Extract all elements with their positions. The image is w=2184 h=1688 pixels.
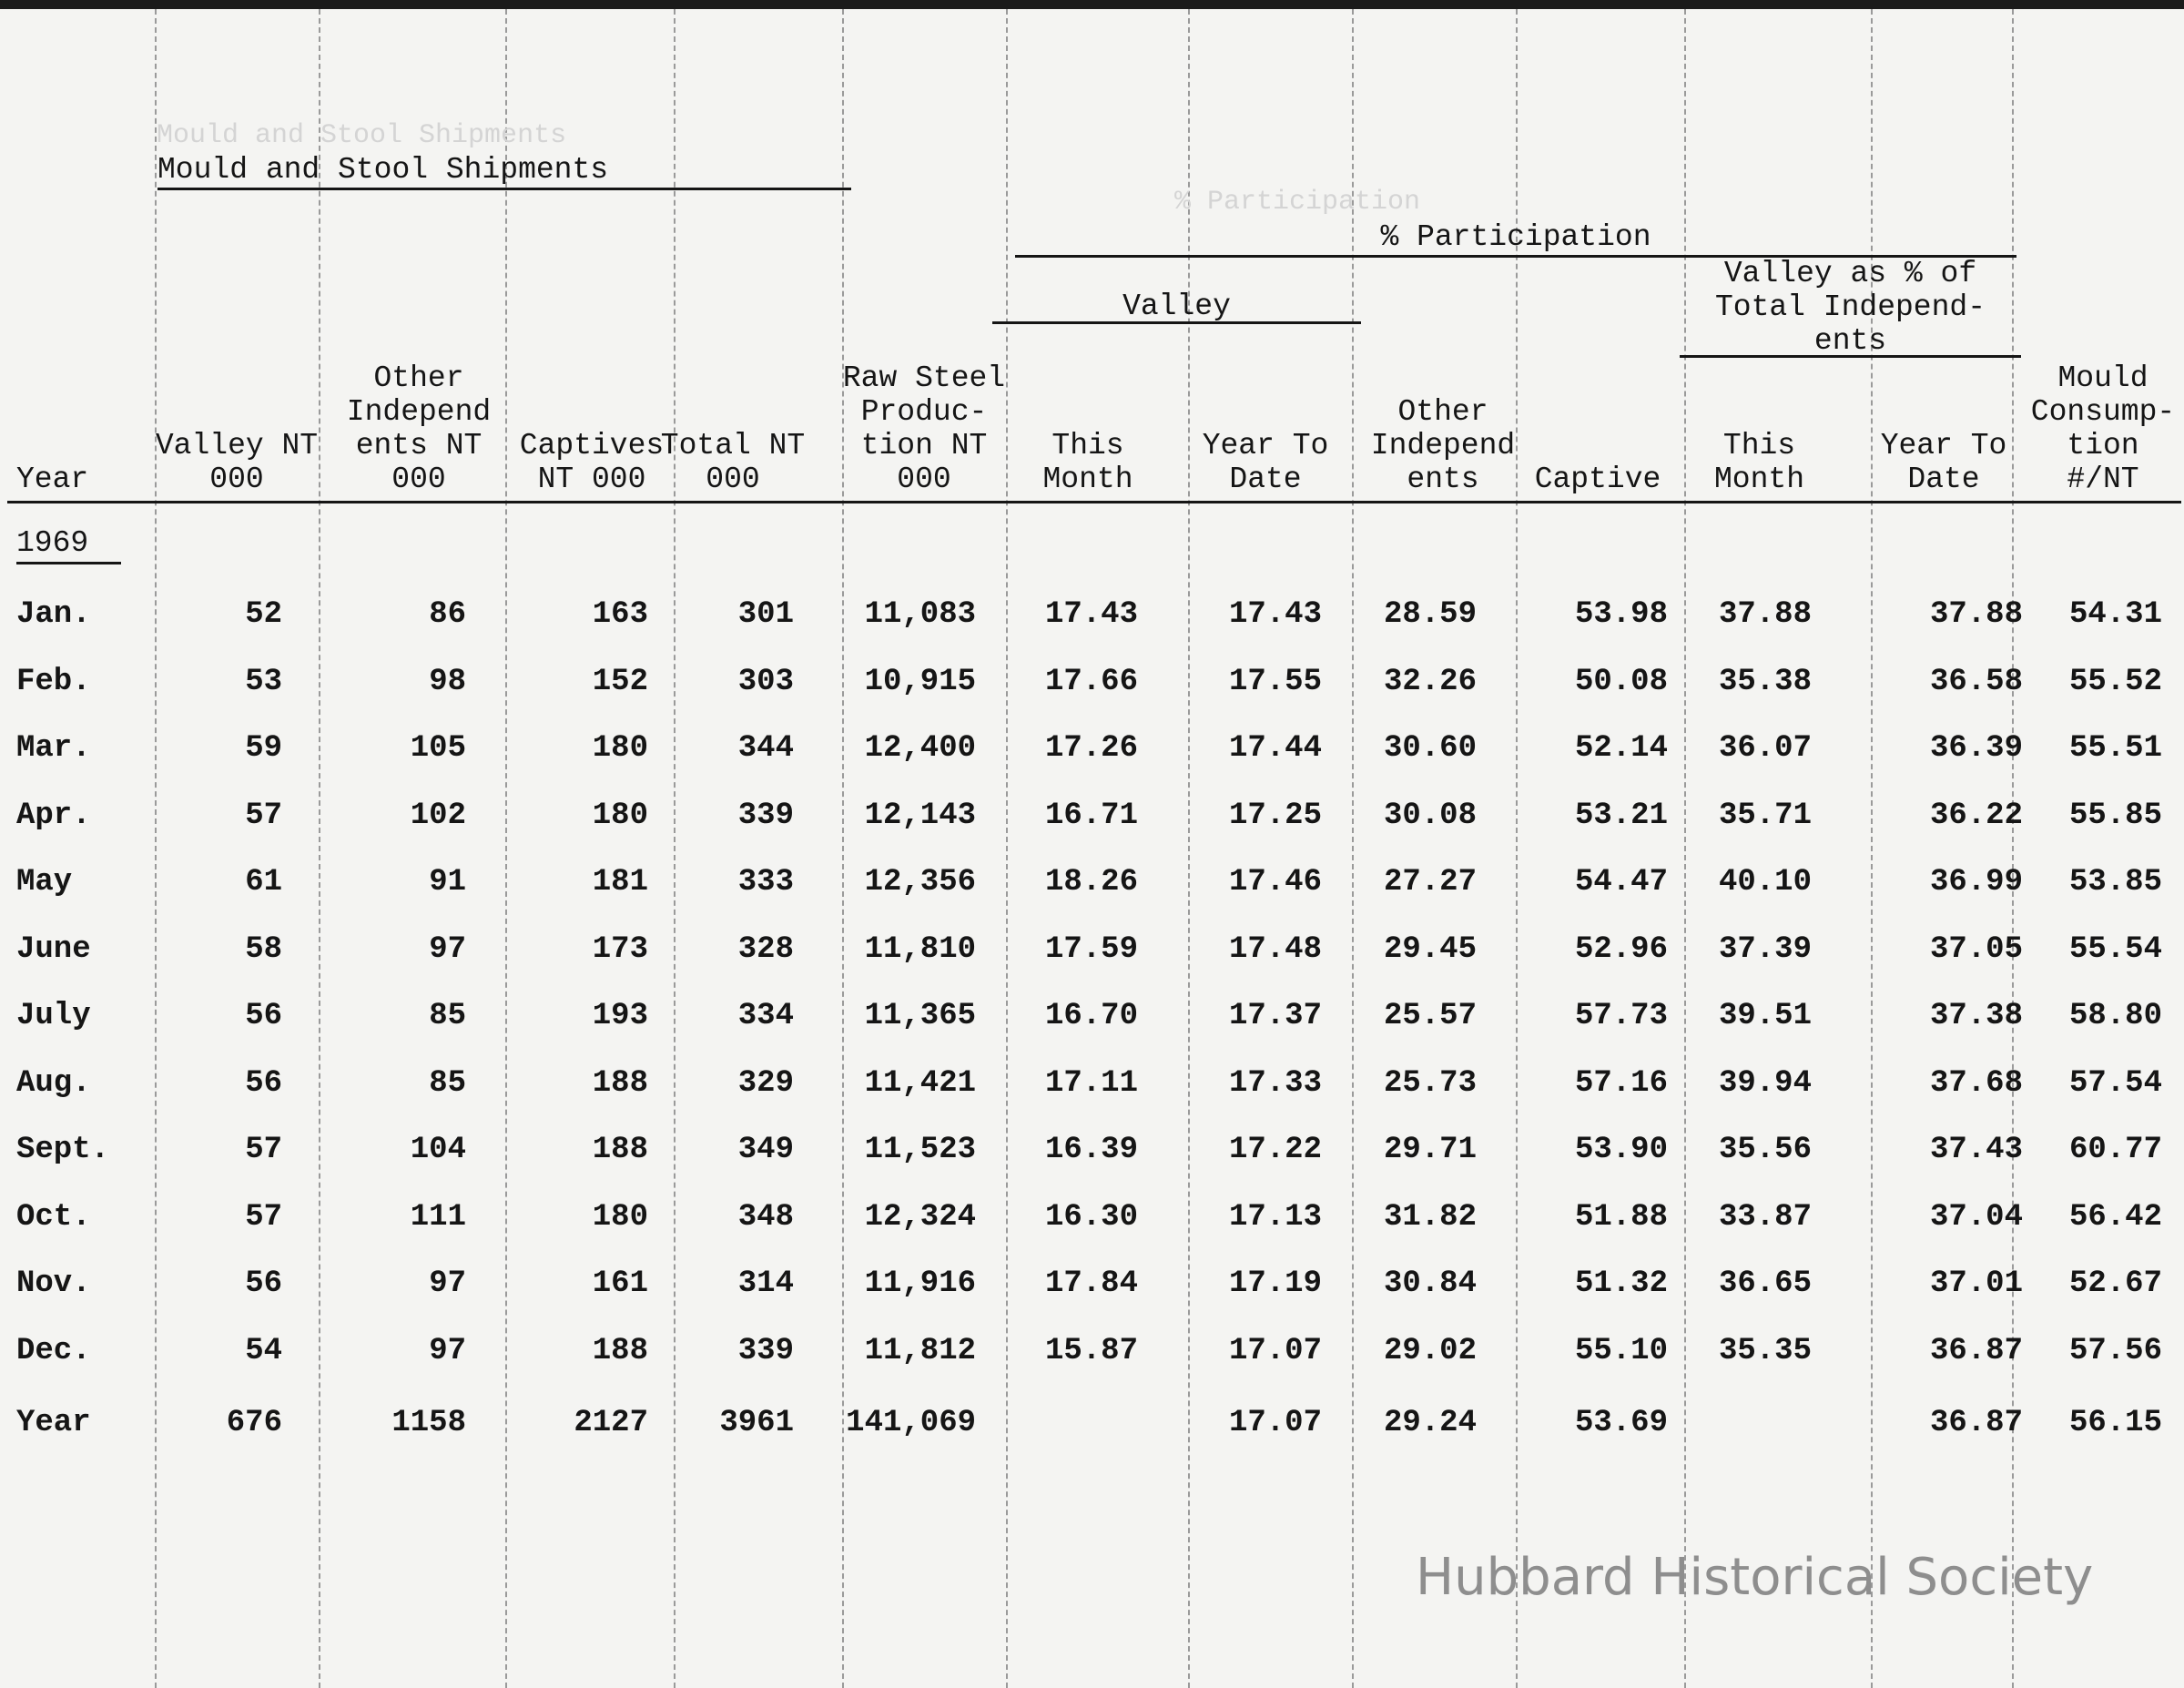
- cell-v_month: 16.70: [1044, 999, 1138, 1033]
- column-header-other: Other Independ ents NT 000: [346, 361, 492, 496]
- cell-captive_pct: 57.73: [1574, 999, 1668, 1033]
- cell-other_pct: 30.84: [1383, 1266, 1477, 1301]
- cell-other_pct: 25.73: [1383, 1065, 1477, 1101]
- cell-mould: 56.15: [2068, 1406, 2162, 1440]
- valley-underline: [992, 321, 1361, 324]
- row-label: Aug.: [16, 1065, 91, 1101]
- cell-other: 1158: [391, 1406, 466, 1440]
- cell-v_ytd: 17.13: [1228, 1199, 1322, 1235]
- cell-mould: 56.42: [2068, 1199, 2162, 1235]
- row-label: Mar.: [16, 731, 91, 766]
- cell-vi_ytd: 36.39: [1929, 731, 2023, 766]
- cell-captive_pct: 53.90: [1574, 1133, 1668, 1167]
- cell-other_pct: 28.59: [1383, 597, 1477, 632]
- cell-mould: 55.85: [2068, 798, 2162, 833]
- column-header-vi_month: This Month: [1713, 429, 1805, 496]
- cell-other: 98: [429, 664, 466, 699]
- cell-mould: 55.52: [2068, 664, 2162, 699]
- cell-raw: 11,365: [864, 999, 976, 1033]
- cell-v_ytd: 17.07: [1228, 1333, 1322, 1368]
- cell-v_month: 16.30: [1044, 1199, 1138, 1235]
- cell-total: 349: [737, 1133, 794, 1167]
- cell-other: 97: [429, 1333, 466, 1368]
- row-label: May: [16, 865, 73, 900]
- cell-v_month: 16.39: [1044, 1133, 1138, 1167]
- cell-vi_month: 37.88: [1718, 597, 1812, 632]
- cell-raw: 12,324: [864, 1199, 976, 1235]
- row-label: Sept.: [16, 1133, 110, 1167]
- cell-other: 97: [429, 931, 466, 967]
- cell-mould: 55.54: [2068, 931, 2162, 967]
- cell-other_pct: 30.60: [1383, 731, 1477, 766]
- valley-header: Valley: [1122, 290, 1231, 323]
- cell-captives: 173: [592, 931, 648, 967]
- cell-captive_pct: 54.47: [1574, 865, 1668, 900]
- cell-vi_ytd: 37.04: [1929, 1199, 2023, 1235]
- row-label: Nov.: [16, 1266, 91, 1301]
- cell-other: 85: [429, 999, 466, 1033]
- column-header-captive_pct: Captive: [1534, 463, 1661, 496]
- cell-captive_pct: 55.10: [1574, 1333, 1668, 1368]
- cell-mould: 52.67: [2068, 1266, 2162, 1301]
- cell-other: 97: [429, 1266, 466, 1301]
- row-label: Dec.: [16, 1333, 91, 1368]
- row-label: July: [16, 999, 91, 1033]
- cell-other: 85: [429, 1065, 466, 1101]
- cell-captive_pct: 50.08: [1574, 664, 1668, 699]
- cell-valley: 57: [245, 1133, 282, 1167]
- scan-top-edge: [0, 0, 2184, 9]
- cell-total: 301: [737, 597, 794, 632]
- cell-raw: 141,069: [846, 1406, 976, 1440]
- cell-mould: 60.77: [2068, 1133, 2162, 1167]
- cell-other: 86: [429, 597, 466, 632]
- cell-vi_ytd: 37.68: [1929, 1065, 2023, 1101]
- row-label: Oct.: [16, 1199, 91, 1235]
- cell-total: 348: [737, 1199, 794, 1235]
- row-label: Year: [16, 1406, 91, 1440]
- valley-pct-header: Valley as % of Total Independ- ents: [1714, 257, 1986, 358]
- cell-vi_month: 39.51: [1718, 999, 1812, 1033]
- cell-total: 334: [737, 999, 794, 1033]
- cell-captive_pct: 53.98: [1574, 597, 1668, 632]
- cell-raw: 11,421: [864, 1065, 976, 1101]
- cell-captive_pct: 52.14: [1574, 731, 1668, 766]
- cell-vi_month: 37.39: [1718, 931, 1812, 967]
- column-header-vi_ytd: Year To Date: [1880, 429, 2007, 496]
- cell-captives: 180: [592, 798, 648, 833]
- column-header-mould: Mould Consump- tion #/NT: [2030, 361, 2176, 496]
- cell-raw: 11,812: [864, 1333, 976, 1368]
- cell-total: 333: [737, 865, 794, 900]
- cell-vi_month: 40.10: [1718, 865, 1812, 900]
- column-header-year: Year: [16, 463, 89, 496]
- cell-valley: 61: [245, 865, 282, 900]
- cell-valley: 54: [245, 1333, 282, 1368]
- cell-valley: 57: [245, 1199, 282, 1235]
- cell-other_pct: 25.57: [1383, 999, 1477, 1033]
- row-label: Feb.: [16, 664, 91, 699]
- cell-vi_ytd: 36.87: [1929, 1406, 2023, 1440]
- cell-total: 339: [737, 798, 794, 833]
- cell-total: 328: [737, 931, 794, 967]
- cell-captive_pct: 52.96: [1574, 931, 1668, 967]
- cell-mould: 53.85: [2068, 865, 2162, 900]
- cell-other: 104: [410, 1133, 466, 1167]
- participation-header: % Participation: [1380, 220, 1651, 254]
- cell-vi_ytd: 37.88: [1929, 597, 2023, 632]
- cell-captive_pct: 51.88: [1574, 1199, 1668, 1235]
- valley-pct-underline: [1680, 355, 2021, 358]
- cell-other_pct: 27.27: [1383, 865, 1477, 900]
- cell-v_month: 17.11: [1044, 1065, 1138, 1101]
- cell-vi_ytd: 36.87: [1929, 1333, 2023, 1368]
- cell-v_month: 17.84: [1044, 1266, 1138, 1301]
- cell-total: 339: [737, 1333, 794, 1368]
- cell-v_ytd: 17.19: [1228, 1266, 1322, 1301]
- column-rule: [1006, 9, 1008, 1688]
- cell-v_ytd: 17.46: [1228, 865, 1322, 900]
- cell-mould: 58.80: [2068, 999, 2162, 1033]
- cell-other_pct: 30.08: [1383, 798, 1477, 833]
- cell-vi_month: 36.65: [1718, 1266, 1812, 1301]
- watermark: Hubbard Historical Society: [1416, 1548, 2094, 1607]
- cell-other: 91: [429, 865, 466, 900]
- cell-vi_ytd: 36.22: [1929, 798, 2023, 833]
- cell-total: 329: [737, 1065, 794, 1101]
- cell-v_ytd: 17.25: [1228, 798, 1322, 833]
- cell-captive_pct: 53.69: [1574, 1406, 1668, 1440]
- cell-other: 105: [410, 731, 466, 766]
- cell-vi_month: 35.35: [1718, 1333, 1812, 1368]
- cell-other: 102: [410, 798, 466, 833]
- cell-captive_pct: 53.21: [1574, 798, 1668, 833]
- cell-vi_ytd: 37.38: [1929, 999, 2023, 1033]
- cell-v_ytd: 17.33: [1228, 1065, 1322, 1101]
- cell-v_ytd: 17.07: [1228, 1406, 1322, 1440]
- cell-raw: 12,356: [864, 865, 976, 900]
- cell-v_ytd: 17.43: [1228, 597, 1322, 632]
- cell-captive_pct: 51.32: [1574, 1266, 1668, 1301]
- cell-valley: 58: [245, 931, 282, 967]
- cell-other_pct: 31.82: [1383, 1199, 1477, 1235]
- cell-mould: 57.56: [2068, 1333, 2162, 1368]
- cell-valley: 53: [245, 664, 282, 699]
- cell-captives: 152: [592, 664, 648, 699]
- cell-other_pct: 29.45: [1383, 931, 1477, 967]
- row-label: Apr.: [16, 798, 91, 833]
- cell-vi_ytd: 36.99: [1929, 865, 2023, 900]
- column-header-other_pct: Other Independ ents: [1370, 395, 1516, 496]
- cell-valley: 52: [245, 597, 282, 632]
- cell-other_pct: 32.26: [1383, 664, 1477, 699]
- section-title-underline: [157, 188, 851, 190]
- cell-vi_ytd: 36.58: [1929, 664, 2023, 699]
- cell-captives: 2127: [574, 1406, 648, 1440]
- cell-total: 3961: [719, 1406, 794, 1440]
- cell-other_pct: 29.02: [1383, 1333, 1477, 1368]
- cell-mould: 54.31: [2068, 597, 2162, 632]
- bleed-through-text: Mould and Stool Shipments: [157, 120, 567, 151]
- cell-v_month: 17.66: [1044, 664, 1138, 699]
- column-header-v_ytd: Year To Date: [1202, 429, 1329, 496]
- cell-vi_month: 36.07: [1718, 731, 1812, 766]
- cell-captive_pct: 57.16: [1574, 1065, 1668, 1101]
- cell-valley: 676: [226, 1406, 282, 1440]
- cell-vi_ytd: 37.01: [1929, 1266, 2023, 1301]
- cell-captives: 163: [592, 597, 648, 632]
- cell-vi_month: 35.56: [1718, 1133, 1812, 1167]
- bleed-through-text: % Participation: [1174, 187, 1421, 218]
- cell-v_month: 17.59: [1044, 931, 1138, 967]
- cell-total: 303: [737, 664, 794, 699]
- cell-raw: 11,523: [864, 1133, 976, 1167]
- cell-raw: 12,400: [864, 731, 976, 766]
- year-label: 1969: [16, 526, 89, 560]
- cell-total: 314: [737, 1266, 794, 1301]
- cell-other_pct: 29.71: [1383, 1133, 1477, 1167]
- cell-vi_ytd: 37.05: [1929, 931, 2023, 967]
- cell-valley: 59: [245, 731, 282, 766]
- cell-v_ytd: 17.44: [1228, 731, 1322, 766]
- cell-other_pct: 29.24: [1383, 1406, 1477, 1440]
- cell-vi_month: 35.38: [1718, 664, 1812, 699]
- cell-raw: 12,143: [864, 798, 976, 833]
- cell-captives: 161: [592, 1266, 648, 1301]
- cell-raw: 11,083: [864, 597, 976, 632]
- cell-captives: 180: [592, 731, 648, 766]
- cell-captives: 188: [592, 1133, 648, 1167]
- cell-mould: 57.54: [2068, 1065, 2162, 1101]
- cell-raw: 11,810: [864, 931, 976, 967]
- cell-v_ytd: 17.22: [1228, 1133, 1322, 1167]
- cell-mould: 55.51: [2068, 731, 2162, 766]
- cell-captives: 181: [592, 865, 648, 900]
- section-title: Mould and Stool Shipments: [157, 153, 609, 187]
- column-header-total: Total NT 000: [660, 429, 806, 496]
- year-label-underline: [16, 562, 121, 564]
- cell-valley: 56: [245, 1266, 282, 1301]
- cell-v_ytd: 17.55: [1228, 664, 1322, 699]
- cell-vi_month: 33.87: [1718, 1199, 1812, 1235]
- cell-v_month: 18.26: [1044, 865, 1138, 900]
- header-rule: [7, 501, 2181, 503]
- cell-v_month: 17.26: [1044, 731, 1138, 766]
- cell-valley: 56: [245, 999, 282, 1033]
- cell-other: 111: [410, 1199, 466, 1235]
- cell-v_month: 15.87: [1044, 1333, 1138, 1368]
- cell-valley: 56: [245, 1065, 282, 1101]
- cell-vi_ytd: 37.43: [1929, 1133, 2023, 1167]
- column-header-valley: Valley NT 000: [155, 429, 319, 496]
- cell-valley: 57: [245, 798, 282, 833]
- cell-v_month: 16.71: [1044, 798, 1138, 833]
- cell-v_month: 17.43: [1044, 597, 1138, 632]
- column-header-v_month: This Month: [1042, 429, 1133, 496]
- cell-raw: 10,915: [864, 664, 976, 699]
- column-header-captives: Captives NT 000: [519, 429, 665, 496]
- cell-v_ytd: 17.48: [1228, 931, 1322, 967]
- cell-captives: 188: [592, 1065, 648, 1101]
- cell-captives: 188: [592, 1333, 648, 1368]
- cell-captives: 193: [592, 999, 648, 1033]
- cell-vi_month: 35.71: [1718, 798, 1812, 833]
- row-label: Jan.: [16, 597, 91, 632]
- column-header-raw: Raw Steel Produc- tion NT 000: [842, 361, 1006, 496]
- cell-vi_month: 39.94: [1718, 1065, 1812, 1101]
- row-label: June: [16, 931, 91, 967]
- cell-total: 344: [737, 731, 794, 766]
- cell-v_ytd: 17.37: [1228, 999, 1322, 1033]
- cell-captives: 180: [592, 1199, 648, 1235]
- cell-raw: 11,916: [864, 1266, 976, 1301]
